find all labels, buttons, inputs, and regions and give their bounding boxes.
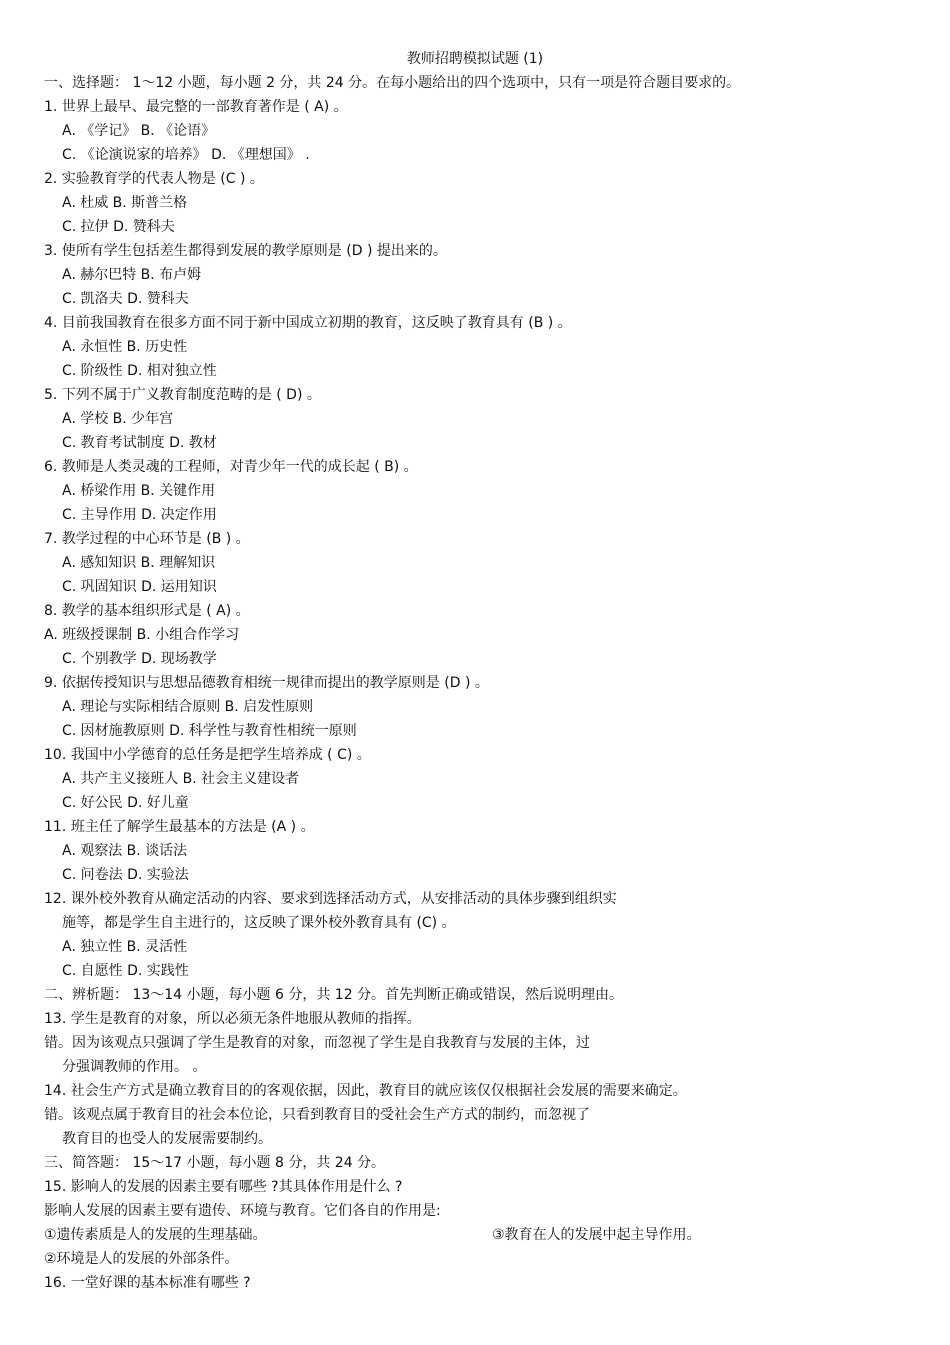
option-row: C. 凯洛夫 D. 赞科夫 (62, 291, 189, 307)
question: 12. 课外校外教育从确定活动的内容、要求到选择活动方式，从安排活动的具体步骤到组织实 (44, 891, 617, 907)
question: 9. 依据传授知识与思想品德教育相统一规律而提出的教学原则是 (D ) 。 (44, 675, 489, 691)
option-row: C. 巩固知识 D. 运用知识 (62, 579, 217, 595)
answer-point: ②环境是人的发展的外部条件。 (44, 1251, 239, 1267)
section-heading: 三、简答题： 15～17 小题，每小题 8 分，共 24 分。 (44, 1155, 386, 1171)
option-row: C. 教育考试制度 D. 教材 (62, 435, 217, 451)
question-continuation: 施等，都是学生自主进行的，这反映了课外校外教育具有 (C) 。 (62, 915, 456, 931)
option-row: C. 好公民 D. 好儿童 (62, 795, 189, 811)
question: 4. 目前我国教育在很多方面不同于新中国成立初期的教育，这反映了教育具有 (B ) 。 (44, 315, 572, 331)
question: 1. 世界上最早、最完整的一部教育著作是 ( A) 。 (44, 99, 348, 115)
option-row: C. 自愿性 D. 实践性 (62, 963, 189, 979)
option-row: C. 个别教学 D. 现场教学 (62, 651, 217, 667)
answer-point: ①遗传素质是人的发展的生理基础。 (44, 1227, 267, 1243)
question: 8. 教学的基本组织形式是 ( A) 。 (44, 603, 250, 619)
exam-title: 教师招聘模拟试题 (1) (406, 51, 544, 67)
section-heading: 一、选择题： 1～12 小题，每小题 2 分，共 24 分。在每小题给出的四个选项中，只有一项是符合题目要求的。 (44, 75, 741, 91)
section-heading: 二、辨析题： 13～14 小题，每小题 6 分，共 12 分。首先判断正确或错误，然后说明理由。 (44, 987, 624, 1003)
option-row: A. 永恒性 B. 历史性 (62, 339, 188, 355)
answer: 错。该观点属于教育目的社会本位论，只看到教育目的受社会生产方式的制约，而忽视了 (44, 1107, 590, 1123)
answer: 错。因为该观点只强调了学生是教育的对象，而忽视了学生是自我教育与发展的主体，过 (44, 1035, 590, 1051)
question: 14. 社会生产方式是确立教育目的的客观依据，因此，教育目的就应该仅仅根据社会发展的需要来确定。 (44, 1083, 687, 1099)
option-row: C. 问卷法 D. 实验法 (62, 867, 189, 883)
option-row: A. 赫尔巴特 B. 布卢姆 (62, 267, 202, 283)
question: 10. 我国中小学德育的总任务是把学生培养成 ( C) 。 (44, 747, 371, 763)
option-row: C. 拉伊 D. 赞科夫 (62, 219, 175, 235)
option-row: A. 桥梁作用 B. 关键作用 (62, 483, 216, 499)
option-row: A. 观察法 B. 谈话法 (62, 843, 188, 859)
option-row: C. 《论演说家的培养》 D. 《理想国》 . (62, 147, 310, 163)
question: 13. 学生是教育的对象，所以必须无条件地服从教师的指挥。 (44, 1011, 421, 1027)
answer-point: ③教育在人的发展中起主导作用。 (492, 1227, 701, 1243)
question: 15. 影响人的发展的因素主要有哪些 ?其具体作用是什么 ? (44, 1179, 403, 1195)
answer-continuation: 分强调教师的作用。 。 (62, 1059, 207, 1075)
option-row: C. 因材施教原则 D. 科学性与教育性相统一原则 (62, 723, 357, 739)
question: 6. 教师是人类灵魂的工程师，对青少年一代的成长起 ( B) 。 (44, 459, 418, 475)
option-row: A. 学校 B. 少年宫 (62, 411, 174, 427)
answer: 影响人发展的因素主要有遗传、环境与教育。它们各自的作用是: (44, 1203, 441, 1219)
question: 16. 一堂好课的基本标准有哪些 ? (44, 1275, 251, 1291)
question: 3. 使所有学生包括差生都得到发展的教学原则是 (D ) 提出来的。 (44, 243, 447, 259)
question: 5. 下列不属于广义教育制度范畴的是 ( D) 。 (44, 387, 321, 403)
question: 7. 教学过程的中心环节是 (B ) 。 (44, 531, 250, 547)
option-row: A. 独立性 B. 灵活性 (62, 939, 188, 955)
option-row: A. 理论与实际相结合原则 B. 启发性原则 (62, 699, 314, 715)
question: 11. 班主任了解学生最基本的方法是 (A ) 。 (44, 819, 315, 835)
question: 2. 实验教育学的代表人物是 (C ) 。 (44, 171, 264, 187)
answer-continuation: 教育目的也受人的发展需要制约。 (62, 1131, 272, 1147)
option-row: A. 感知知识 B. 理解知识 (62, 555, 216, 571)
option-row: A. 《学记》 B. 《论语》 (62, 123, 216, 139)
option-row: C. 主导作用 D. 决定作用 (62, 507, 217, 523)
option-row: C. 阶级性 D. 相对独立性 (62, 363, 217, 379)
option-row: A. 班级授课制 B. 小组合作学习 (44, 627, 240, 643)
option-row: A. 共产主义接班人 B. 社会主义建设者 (62, 771, 300, 787)
option-row: A. 杜威 B. 斯普兰格 (62, 195, 188, 211)
